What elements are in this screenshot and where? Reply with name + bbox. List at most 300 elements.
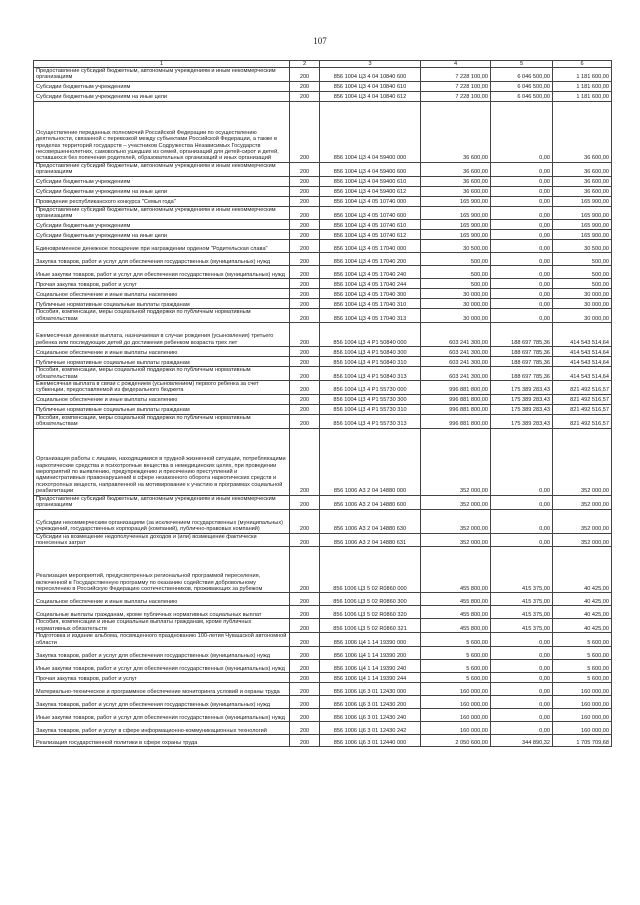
row-code: 856 1006 А3 2 04 14880 000 — [320, 428, 421, 495]
row-name: Единовременное денежное поощрение при награждении орденом "Родительская слава" — [34, 240, 290, 253]
row-amount: 165 900,00 — [421, 196, 491, 206]
row-amount: 5 600,00 — [421, 659, 491, 672]
row-amount: 455 800,00 — [421, 606, 491, 619]
row-executed: 6 046 500,00 — [491, 68, 553, 82]
row-amount: 603 241 300,00 — [421, 367, 491, 381]
row-code: 856 1004 Ц3 4 05 17040 244 — [320, 279, 421, 289]
row-executed: 0,00 — [491, 682, 553, 695]
row-executed: 0,00 — [491, 633, 553, 647]
row-executed: 344 890,32 — [491, 734, 553, 746]
row-group: 200 — [290, 593, 320, 606]
row-amount: 36 600,00 — [421, 101, 491, 162]
row-name: Социальное обеспечение и иные выплаты населению — [34, 289, 290, 299]
row-balance: 30 000,00 — [553, 299, 612, 309]
row-name: Субсидии бюджетным учреждениям — [34, 220, 290, 230]
table-row — [34, 289, 612, 299]
row-balance: 160 000,00 — [553, 708, 612, 721]
row-name: Субсидии бюджетным учреждениям на иные цели — [34, 230, 290, 240]
table-row — [34, 196, 612, 206]
row-executed: 0,00 — [491, 240, 553, 253]
row-code: 856 1006 Ц6 3 01 12430 240 — [320, 708, 421, 721]
table-row — [34, 299, 612, 309]
row-executed: 175 389 283,43 — [491, 394, 553, 404]
row-balance: 5 600,00 — [553, 646, 612, 659]
row-amount: 36 600,00 — [421, 186, 491, 196]
table-row — [34, 253, 612, 266]
row-name: Социальное обеспечение и иные выплаты населению — [34, 394, 290, 404]
row-group: 200 — [290, 68, 320, 82]
row-executed: 0,00 — [491, 533, 553, 547]
row-code: 856 1004 Ц3 4 Р1 55730 310 — [320, 404, 421, 414]
row-name: Осуществление переданных полномочий Российской Федерации по осуществлению деятельности, связанной с перевозкой между субъектами Российской Федерации, а также в пределах территорий государств – участников Содружества Независимых Государств несовершеннолетних, самовольно ушедших из семей, организаций для детей-сирот и детей, оставшихся без попечения родителей, образовательных организаций и иных организаций — [34, 101, 290, 162]
row-executed: 415 375,00 — [491, 606, 553, 619]
row-balance: 40 425,00 — [553, 593, 612, 606]
row-balance: 165 900,00 — [553, 220, 612, 230]
row-group: 200 — [290, 309, 320, 323]
table-row — [34, 606, 612, 619]
row-group: 200 — [290, 633, 320, 647]
row-amount: 5 600,00 — [421, 672, 491, 682]
row-amount: 30 000,00 — [421, 309, 491, 323]
row-group: 200 — [290, 708, 320, 721]
row-amount: 165 900,00 — [421, 230, 491, 240]
row-code: 856 1006 Ц3 5 02 R0860 000 — [320, 547, 421, 593]
row-code: 856 1006 А3 2 04 14880 600 — [320, 495, 421, 509]
table-row — [34, 220, 612, 230]
row-balance: 160 000,00 — [553, 721, 612, 734]
row-group: 200 — [290, 253, 320, 266]
row-executed: 0,00 — [491, 721, 553, 734]
row-name: Иные закупки товаров, работ и услуг для обеспечения государственных (муниципальных) нужд — [34, 708, 290, 721]
row-name: Предоставление субсидий бюджетным, автономным учреждениям и иным некоммерческим организациям — [34, 162, 290, 176]
row-amount: 30 000,00 — [421, 289, 491, 299]
row-group: 200 — [290, 367, 320, 381]
row-amount: 500,00 — [421, 279, 491, 289]
row-executed: 0,00 — [491, 220, 553, 230]
row-executed: 0,00 — [491, 309, 553, 323]
row-balance: 352 000,00 — [553, 533, 612, 547]
row-code: 856 1006 А3 2 04 14880 631 — [320, 533, 421, 547]
row-balance: 36 600,00 — [553, 101, 612, 162]
table-row — [34, 414, 612, 428]
column-number: 5 — [491, 61, 553, 68]
table-row — [34, 266, 612, 279]
row-code: 856 1004 Ц3 4 05 17040 300 — [320, 289, 421, 299]
row-balance: 821 492 516,57 — [553, 404, 612, 414]
row-balance: 36 600,00 — [553, 186, 612, 196]
row-group: 200 — [290, 230, 320, 240]
row-code: 856 1004 Ц3 4 05 17040 240 — [320, 266, 421, 279]
row-amount: 352 000,00 — [421, 495, 491, 509]
row-amount: 603 241 300,00 — [421, 323, 491, 347]
row-group: 200 — [290, 404, 320, 414]
row-code: 856 1006 Ц4 1 14 19390 244 — [320, 672, 421, 682]
row-group: 200 — [290, 682, 320, 695]
table-row — [34, 533, 612, 547]
row-balance: 160 000,00 — [553, 682, 612, 695]
row-group: 200 — [290, 495, 320, 509]
row-code: 856 1006 Ц6 3 01 12430 242 — [320, 721, 421, 734]
row-executed: 188 697 785,36 — [491, 323, 553, 347]
row-name: Публичные нормативные социальные выплаты гражданам — [34, 404, 290, 414]
row-balance: 5 600,00 — [553, 659, 612, 672]
row-group: 200 — [290, 323, 320, 347]
table-row — [34, 547, 612, 593]
row-balance: 500,00 — [553, 279, 612, 289]
row-amount: 352 000,00 — [421, 509, 491, 533]
row-code: 856 1004 Ц3 4 04 10840 612 — [320, 91, 421, 101]
row-name: Закупка товаров, работ и услуг для обеспечения государственных (муниципальных) нужд — [34, 646, 290, 659]
row-executed: 188 697 785,36 — [491, 347, 553, 357]
row-balance: 160 000,00 — [553, 695, 612, 708]
row-amount: 165 900,00 — [421, 206, 491, 220]
row-balance: 5 600,00 — [553, 672, 612, 682]
column-number-row — [34, 61, 612, 68]
column-number: 1 — [34, 61, 290, 68]
row-executed: 0,00 — [491, 289, 553, 299]
row-group: 200 — [290, 266, 320, 279]
row-balance: 821 492 516,57 — [553, 381, 612, 395]
row-group: 200 — [290, 162, 320, 176]
row-balance: 1 705 709,68 — [553, 734, 612, 746]
row-balance: 352 000,00 — [553, 428, 612, 495]
row-balance: 36 600,00 — [553, 162, 612, 176]
row-code: 856 1004 Ц3 4 04 59400 610 — [320, 176, 421, 186]
row-code: 856 1004 Ц3 4 Р1 55730 313 — [320, 414, 421, 428]
row-name: Иные закупки товаров, работ и услуг для обеспечения государственных (муниципальных) нужд — [34, 266, 290, 279]
row-name: Ежемесячная выплата в связи с рождением (усыновлением) первого ребенка за счет субвенции, предоставляемой из федерального бюджета — [34, 381, 290, 395]
row-executed: 0,00 — [491, 695, 553, 708]
row-amount: 996 881 800,00 — [421, 414, 491, 428]
row-amount: 5 600,00 — [421, 646, 491, 659]
row-executed: 415 375,00 — [491, 593, 553, 606]
table-row — [34, 309, 612, 323]
row-group: 200 — [290, 721, 320, 734]
row-name: Субсидии на возмещение недополученных доходов и (или) возмещение фактически понесенных затрат — [34, 533, 290, 547]
row-balance: 30 500,00 — [553, 240, 612, 253]
row-balance: 352 000,00 — [553, 495, 612, 509]
row-executed: 0,00 — [491, 279, 553, 289]
row-name: Проведение республиканского конкурса "Семья года" — [34, 196, 290, 206]
row-code: 856 1006 Ц4 1 14 19390 240 — [320, 659, 421, 672]
row-executed: 0,00 — [491, 646, 553, 659]
row-name: Закупка товаров, работ и услуг в сфере информационно-коммуникационных технологий — [34, 721, 290, 734]
row-amount: 36 600,00 — [421, 176, 491, 186]
row-balance: 821 492 516,57 — [553, 394, 612, 404]
row-name: Субсидии некоммерческим организациям (за исключением государственных (муниципальных) учреждений, государственных корпораций (компаний), публично-правовых компаний) — [34, 509, 290, 533]
row-amount: 160 000,00 — [421, 708, 491, 721]
row-group: 200 — [290, 619, 320, 633]
row-amount: 160 000,00 — [421, 721, 491, 734]
row-code: 856 1004 Ц3 4 Р1 50840 300 — [320, 347, 421, 357]
row-balance: 1 181 600,00 — [553, 81, 612, 91]
row-group: 200 — [290, 176, 320, 186]
row-executed: 6 046 500,00 — [491, 81, 553, 91]
row-amount: 996 881 800,00 — [421, 381, 491, 395]
row-code: 856 1004 Ц3 4 04 59400 000 — [320, 101, 421, 162]
table-row — [34, 323, 612, 347]
row-executed: 188 697 785,36 — [491, 357, 553, 367]
row-group: 200 — [290, 547, 320, 593]
row-name: Организация работы с лицами, находящимися в трудной жизненной ситуации, потребляющими наркотические средства и психотропные вещества в немедицинских целях, при проведении мероприятий по выявлению, предупреждению и пресечению преступлений и административных правонарушений в сфере незаконного оборота наркотических средств и психотропных веществ, направленной на мотивирование к участию в программах социальной реабилитации — [34, 428, 290, 495]
row-balance: 5 600,00 — [553, 633, 612, 647]
row-name: Закупка товаров, работ и услуг для обеспечения государственных (муниципальных) нужд — [34, 253, 290, 266]
row-name: Предоставление субсидий бюджетным, автономным учреждениям и иным некоммерческим организациям — [34, 68, 290, 82]
table-row — [34, 186, 612, 196]
row-amount: 455 800,00 — [421, 619, 491, 633]
row-executed: 175 389 283,43 — [491, 381, 553, 395]
row-executed: 0,00 — [491, 176, 553, 186]
row-name: Социальные выплаты гражданам, кроме публичных нормативных социальных выплат — [34, 606, 290, 619]
row-code: 856 1004 Ц3 4 04 10840 600 — [320, 68, 421, 82]
table-row — [34, 347, 612, 357]
row-amount: 160 000,00 — [421, 695, 491, 708]
row-name: Публичные нормативные социальные выплаты гражданам — [34, 299, 290, 309]
row-amount: 30 000,00 — [421, 299, 491, 309]
row-executed: 0,00 — [491, 495, 553, 509]
row-name: Пособия, компенсации, меры социальной поддержки по публичным нормативным обязательствам — [34, 414, 290, 428]
row-amount: 36 600,00 — [421, 162, 491, 176]
table-row — [34, 495, 612, 509]
row-group: 200 — [290, 357, 320, 367]
row-name: Ежемесячная денежная выплата, назначаемая в случае рождения (усыновления) третьего ребенка или последующих детей до достижения ребенком возраста трех лет — [34, 323, 290, 347]
row-amount: 500,00 — [421, 253, 491, 266]
row-executed: 0,00 — [491, 230, 553, 240]
row-executed: 415 375,00 — [491, 619, 553, 633]
row-name: Прочая закупка товаров, работ и услуг — [34, 672, 290, 682]
row-name: Пособия, компенсации, меры социальной поддержки по публичным нормативным обязательствам — [34, 367, 290, 381]
row-name: Социальное обеспечение и иные выплаты населению — [34, 593, 290, 606]
column-number: 6 — [553, 61, 612, 68]
row-name: Субсидии бюджетным учреждениям — [34, 176, 290, 186]
row-balance: 40 425,00 — [553, 606, 612, 619]
table-body — [34, 68, 612, 747]
row-amount: 2 050 600,00 — [421, 734, 491, 746]
row-balance: 414 543 514,64 — [553, 367, 612, 381]
row-name: Публичные нормативные социальные выплаты гражданам — [34, 357, 290, 367]
row-name: Субсидии бюджетным учреждениям — [34, 81, 290, 91]
row-code: 856 1006 Ц4 1 14 19390 000 — [320, 633, 421, 647]
row-executed: 0,00 — [491, 659, 553, 672]
row-code: 856 1006 Ц6 3 01 12430 000 — [320, 682, 421, 695]
row-group: 200 — [290, 240, 320, 253]
row-group: 200 — [290, 299, 320, 309]
row-code: 856 1004 Ц3 4 04 59400 600 — [320, 162, 421, 176]
row-code: 856 1006 Ц6 3 01 12440 000 — [320, 734, 421, 746]
row-amount: 352 000,00 — [421, 533, 491, 547]
row-balance: 165 900,00 — [553, 230, 612, 240]
row-code: 856 1004 Ц3 4 Р1 50840 313 — [320, 367, 421, 381]
row-code: 856 1004 Ц3 4 05 17040 310 — [320, 299, 421, 309]
table-row — [34, 428, 612, 495]
row-balance: 30 000,00 — [553, 289, 612, 299]
row-name: Закупка товаров, работ и услуг для обеспечения государственных (муниципальных) нужд — [34, 695, 290, 708]
table-row — [34, 593, 612, 606]
row-code: 856 1004 Ц3 4 Р1 50840 000 — [320, 323, 421, 347]
table-row — [34, 176, 612, 186]
row-name: Прочая закупка товаров, работ и услуг — [34, 279, 290, 289]
row-executed: 0,00 — [491, 428, 553, 495]
row-amount: 455 800,00 — [421, 547, 491, 593]
column-number: 3 — [320, 61, 421, 68]
row-name: Подготовка и издание альбома, посвященного празднованию 100-летия Чувашской автономной области — [34, 633, 290, 647]
row-balance: 414 543 514,64 — [553, 357, 612, 367]
row-code: 856 1004 Ц3 4 05 10740 600 — [320, 206, 421, 220]
row-name: Предоставление субсидий бюджетным, автономным учреждениям и иным некоммерческим организациям — [34, 495, 290, 509]
table-row — [34, 619, 612, 633]
row-amount: 7 228 100,00 — [421, 68, 491, 82]
row-name: Пособия, компенсации, меры социальной поддержки по публичным нормативным обязательствам — [34, 309, 290, 323]
row-executed: 175 389 283,43 — [491, 414, 553, 428]
row-balance: 414 543 514,64 — [553, 347, 612, 357]
row-balance: 1 181 600,00 — [553, 68, 612, 82]
table-row — [34, 68, 612, 82]
table-row — [34, 279, 612, 289]
row-balance: 165 900,00 — [553, 206, 612, 220]
column-number: 4 — [421, 61, 491, 68]
row-name: Субсидии бюджетным учреждениям на иные цели — [34, 186, 290, 196]
row-amount: 5 600,00 — [421, 633, 491, 647]
row-balance: 500,00 — [553, 266, 612, 279]
row-group: 200 — [290, 196, 320, 206]
table-row — [34, 162, 612, 176]
row-group: 200 — [290, 279, 320, 289]
row-executed: 415 375,00 — [491, 547, 553, 593]
row-group: 200 — [290, 695, 320, 708]
row-code: 856 1004 Ц3 4 Р1 50840 310 — [320, 357, 421, 367]
row-executed: 175 389 283,43 — [491, 404, 553, 414]
row-group: 200 — [290, 659, 320, 672]
table-row — [34, 230, 612, 240]
row-code: 856 1004 Ц3 4 05 17040 200 — [320, 253, 421, 266]
row-code: 856 1006 Ц6 3 01 12430 200 — [320, 695, 421, 708]
row-group: 200 — [290, 509, 320, 533]
table-row — [34, 206, 612, 220]
row-group: 200 — [290, 414, 320, 428]
table-row — [34, 708, 612, 721]
row-code: 856 1004 Ц3 4 05 17040 313 — [320, 309, 421, 323]
row-code: 856 1006 Ц3 5 02 R0860 320 — [320, 606, 421, 619]
budget-table — [33, 60, 612, 747]
table-row — [34, 682, 612, 695]
row-name: Социальное обеспечение и иные выплаты населению — [34, 347, 290, 357]
row-amount: 996 881 800,00 — [421, 394, 491, 404]
row-group: 200 — [290, 533, 320, 547]
row-executed: 188 697 785,36 — [491, 367, 553, 381]
row-executed: 0,00 — [491, 509, 553, 533]
row-balance: 414 543 514,64 — [553, 323, 612, 347]
row-code: 856 1006 А3 2 04 14880 630 — [320, 509, 421, 533]
row-group: 200 — [290, 606, 320, 619]
table-row — [34, 633, 612, 647]
table-row — [34, 695, 612, 708]
row-amount: 7 228 100,00 — [421, 81, 491, 91]
row-amount: 165 900,00 — [421, 220, 491, 230]
row-balance: 821 492 516,57 — [553, 414, 612, 428]
row-code: 856 1006 Ц3 5 02 R0860 321 — [320, 619, 421, 633]
row-executed: 0,00 — [491, 253, 553, 266]
row-code: 856 1004 Ц3 4 05 10740 612 — [320, 230, 421, 240]
row-code: 856 1004 Ц3 4 05 17040 000 — [320, 240, 421, 253]
row-balance: 36 600,00 — [553, 176, 612, 186]
row-group: 200 — [290, 428, 320, 495]
row-amount: 7 228 100,00 — [421, 91, 491, 101]
row-group: 200 — [290, 672, 320, 682]
row-balance: 40 425,00 — [553, 547, 612, 593]
table-row — [34, 394, 612, 404]
row-amount: 352 000,00 — [421, 428, 491, 495]
row-code: 856 1004 Ц3 4 04 59400 612 — [320, 186, 421, 196]
row-amount: 603 241 300,00 — [421, 347, 491, 357]
row-name: Предоставление субсидий бюджетным, автономным учреждениям и иным некоммерческим организациям — [34, 206, 290, 220]
row-amount: 996 881 800,00 — [421, 404, 491, 414]
row-code: 856 1004 Ц3 4 Р1 55730 300 — [320, 394, 421, 404]
row-executed: 0,00 — [491, 206, 553, 220]
row-code: 856 1004 Ц3 4 05 10740 610 — [320, 220, 421, 230]
row-amount: 500,00 — [421, 266, 491, 279]
row-executed: 0,00 — [491, 672, 553, 682]
row-executed: 0,00 — [491, 299, 553, 309]
row-group: 200 — [290, 289, 320, 299]
table-row — [34, 240, 612, 253]
page-number: 107 — [313, 36, 327, 46]
row-code: 856 1004 Ц3 4 Р1 55730 000 — [320, 381, 421, 395]
row-name: Иные закупки товаров, работ и услуг для обеспечения государственных (муниципальных) нужд — [34, 659, 290, 672]
row-balance: 165 900,00 — [553, 196, 612, 206]
table-row — [34, 91, 612, 101]
row-executed: 0,00 — [491, 266, 553, 279]
row-code: 856 1006 Ц3 5 02 R0860 300 — [320, 593, 421, 606]
table-row — [34, 367, 612, 381]
table-row — [34, 734, 612, 746]
row-code: 856 1004 Ц3 4 05 10740 000 — [320, 196, 421, 206]
table-row — [34, 646, 612, 659]
row-group: 200 — [290, 91, 320, 101]
table-row — [34, 357, 612, 367]
row-group: 200 — [290, 81, 320, 91]
row-group: 200 — [290, 734, 320, 746]
row-executed: 0,00 — [491, 196, 553, 206]
row-amount: 455 800,00 — [421, 593, 491, 606]
row-balance: 352 000,00 — [553, 509, 612, 533]
row-executed: 0,00 — [491, 708, 553, 721]
row-executed: 0,00 — [491, 186, 553, 196]
table-row — [34, 81, 612, 91]
row-group: 200 — [290, 186, 320, 196]
row-name: Реализация мероприятий, предусмотренных региональной программой переселения, включенной в Государственную программу по оказанию содействия добровольному переселению в Российскую Федерацию соотечественников, проживающих за рубежом — [34, 547, 290, 593]
row-code: 856 1006 Ц4 1 14 19390 200 — [320, 646, 421, 659]
row-balance: 30 000,00 — [553, 309, 612, 323]
row-executed: 0,00 — [491, 162, 553, 176]
row-balance: 500,00 — [553, 253, 612, 266]
row-group: 200 — [290, 347, 320, 357]
column-number: 2 — [290, 61, 320, 68]
row-name: Материально-техническое и программное обеспечение мониторинга условий и охраны труда — [34, 682, 290, 695]
row-balance: 40 425,00 — [553, 619, 612, 633]
row-name: Субсидии бюджетным учреждениям на иные цели — [34, 91, 290, 101]
row-group: 200 — [290, 646, 320, 659]
row-executed: 6 046 500,00 — [491, 91, 553, 101]
table-row — [34, 381, 612, 395]
table-row — [34, 509, 612, 533]
row-balance: 1 181 600,00 — [553, 91, 612, 101]
row-group: 200 — [290, 220, 320, 230]
row-name: Пособия, компенсации и иные социальные выплаты гражданам, кроме публичных нормативных обязательств — [34, 619, 290, 633]
table-row — [34, 672, 612, 682]
row-name: Реализация государственной политики в сфере охраны труда — [34, 734, 290, 746]
table-row — [34, 659, 612, 672]
table-row — [34, 404, 612, 414]
